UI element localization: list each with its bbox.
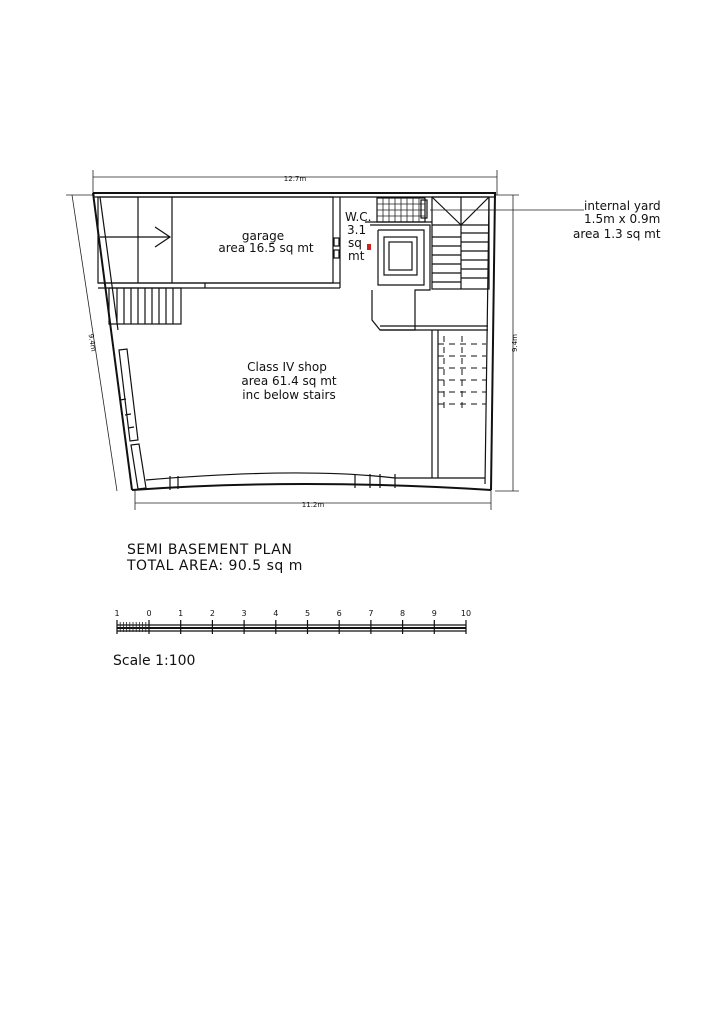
scale-label: 1 [178,609,184,618]
scale-bar [114,609,471,634]
yard-name: internal yard [584,199,661,213]
dimension-left-label: 9.4m [86,333,98,353]
yard-area: area 1.3 sq mt [573,227,661,241]
scale-text: Scale 1:100 [113,653,196,669]
scale-label: 5 [304,609,311,618]
scale-label: 9 [431,609,437,618]
wc-red-marker [367,244,371,250]
left-stair [109,288,181,324]
shop-name: Class IV shop [247,360,327,374]
yard-size: 1.5m x 0.9m [584,212,661,226]
scale-label: 2 [209,609,215,618]
scale-label: 4 [273,609,279,618]
shop-note: inc below stairs [242,388,336,402]
scale-label: 3 [241,609,247,618]
dimension-left [66,195,117,491]
partition-walls [380,326,488,478]
dimension-bottom [135,490,491,510]
scale-label: 8 [400,609,406,618]
dimension-top [93,170,497,195]
scale-label: 10 [460,609,472,618]
dimension-right-label: 9.4m [511,334,519,352]
below-stairs-dashed [438,336,486,410]
wc-line2: 3.1 [347,223,367,237]
garage [98,197,340,288]
plan-title [126,542,303,574]
title-line2: TOTAL AREA: 90.5 sq m [127,558,303,574]
shop [241,360,336,402]
wc-line4: mt [348,249,365,263]
internal-yard-label [573,199,661,241]
wc-line3: sq [348,236,362,250]
wc-line1: W.C. [345,210,372,224]
garage-name: garage [241,229,285,243]
garage-door [334,238,339,258]
tiled-yard-grid [377,198,427,222]
lift-core [365,222,432,330]
dimension-top-label: 12.7m [283,175,307,183]
garage-area: area 16.5 sq mt [218,241,314,255]
shop-area: area 61.4 sq mt [241,374,337,388]
dimension-bottom-label: 11.2m [301,501,325,509]
title-line1: SEMI BASEMENT PLAN [127,542,293,558]
wc [340,197,372,288]
scale-label: 6 [336,609,342,618]
right-stair [430,197,584,289]
scale-label: 7 [368,609,374,618]
scale-label: 1 [114,609,120,618]
dimension-right [495,195,519,491]
scale-label: 0 [146,609,152,618]
